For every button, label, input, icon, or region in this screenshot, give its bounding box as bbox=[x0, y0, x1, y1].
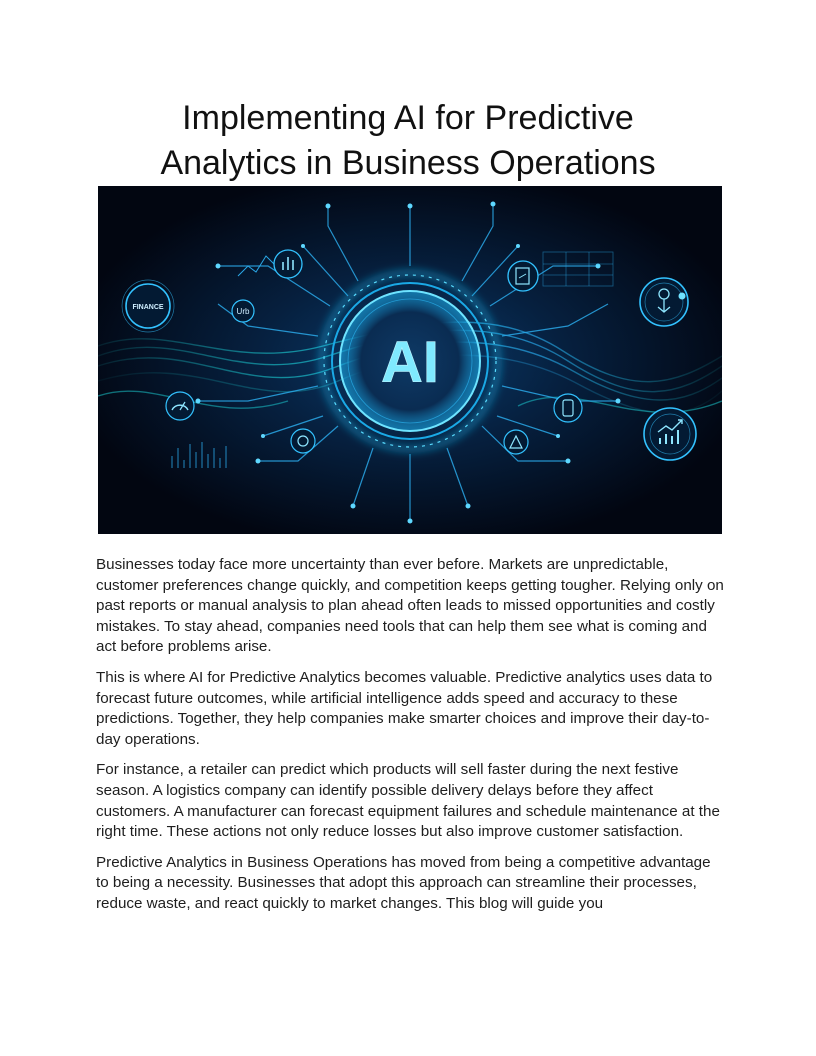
delta-icon bbox=[504, 430, 528, 454]
title-line-2: Analytics in Business Operations bbox=[160, 144, 656, 182]
trend-chart-icon bbox=[644, 408, 696, 460]
urb-badge bbox=[232, 300, 254, 322]
ai-illustration bbox=[98, 186, 722, 534]
page-title bbox=[96, 96, 720, 186]
paragraph-3: For instance, a retailer can predict which products will sell faster during the next festive season. A logistics company can identify possible delivery delays before they affect customers. A manufacturer can forecast equipment failures and schedule maintenance at the right time. These actions not only reduce losses but also improve customer satisfaction. bbox=[96, 761, 720, 841]
growth-plant-icon bbox=[640, 278, 688, 326]
bar-chart-icon bbox=[274, 250, 302, 278]
paragraph-1: Businesses today face more uncertainty than ever before. Markets are unpredictable, customer preferences change quickly, and competition keeps getting tougher. Relying only on past reports or manual analysis to plan ahead often leads to missed opportunities and costly mistakes. To stay ahead, companies need tools that can help them see what is coming and act before problems arise. bbox=[96, 556, 724, 656]
document-icon bbox=[508, 261, 538, 291]
paragraph-4: Predictive Analytics in Business Operations has moved from being a competitive advantage to being a necessity. Businesses that adopt this approach can streamline their processes, reduce waste, and react quickly to market changes. This blog will guide you bbox=[96, 853, 711, 912]
device-icon bbox=[554, 394, 582, 422]
hero-image bbox=[98, 186, 722, 534]
urb-label: Urb bbox=[236, 307, 250, 316]
title-line-1: Implementing AI for Predictive bbox=[182, 99, 634, 137]
ai-center-label: AI bbox=[381, 330, 439, 395]
finance-badge bbox=[122, 280, 174, 332]
finance-label: FINANCE bbox=[132, 304, 164, 311]
paragraph-2: This is where AI for Predictive Analytics becomes valuable. Predictive analytics uses data to forecast future outcomes, while artificial intelligence adds speed and accuracy to these predictions. Together, they help companies make smarter choices and improve their day-to-day operations. bbox=[96, 668, 713, 748]
coin-icon bbox=[291, 429, 315, 453]
article-body bbox=[96, 555, 724, 925]
gauge-icon bbox=[166, 392, 194, 420]
